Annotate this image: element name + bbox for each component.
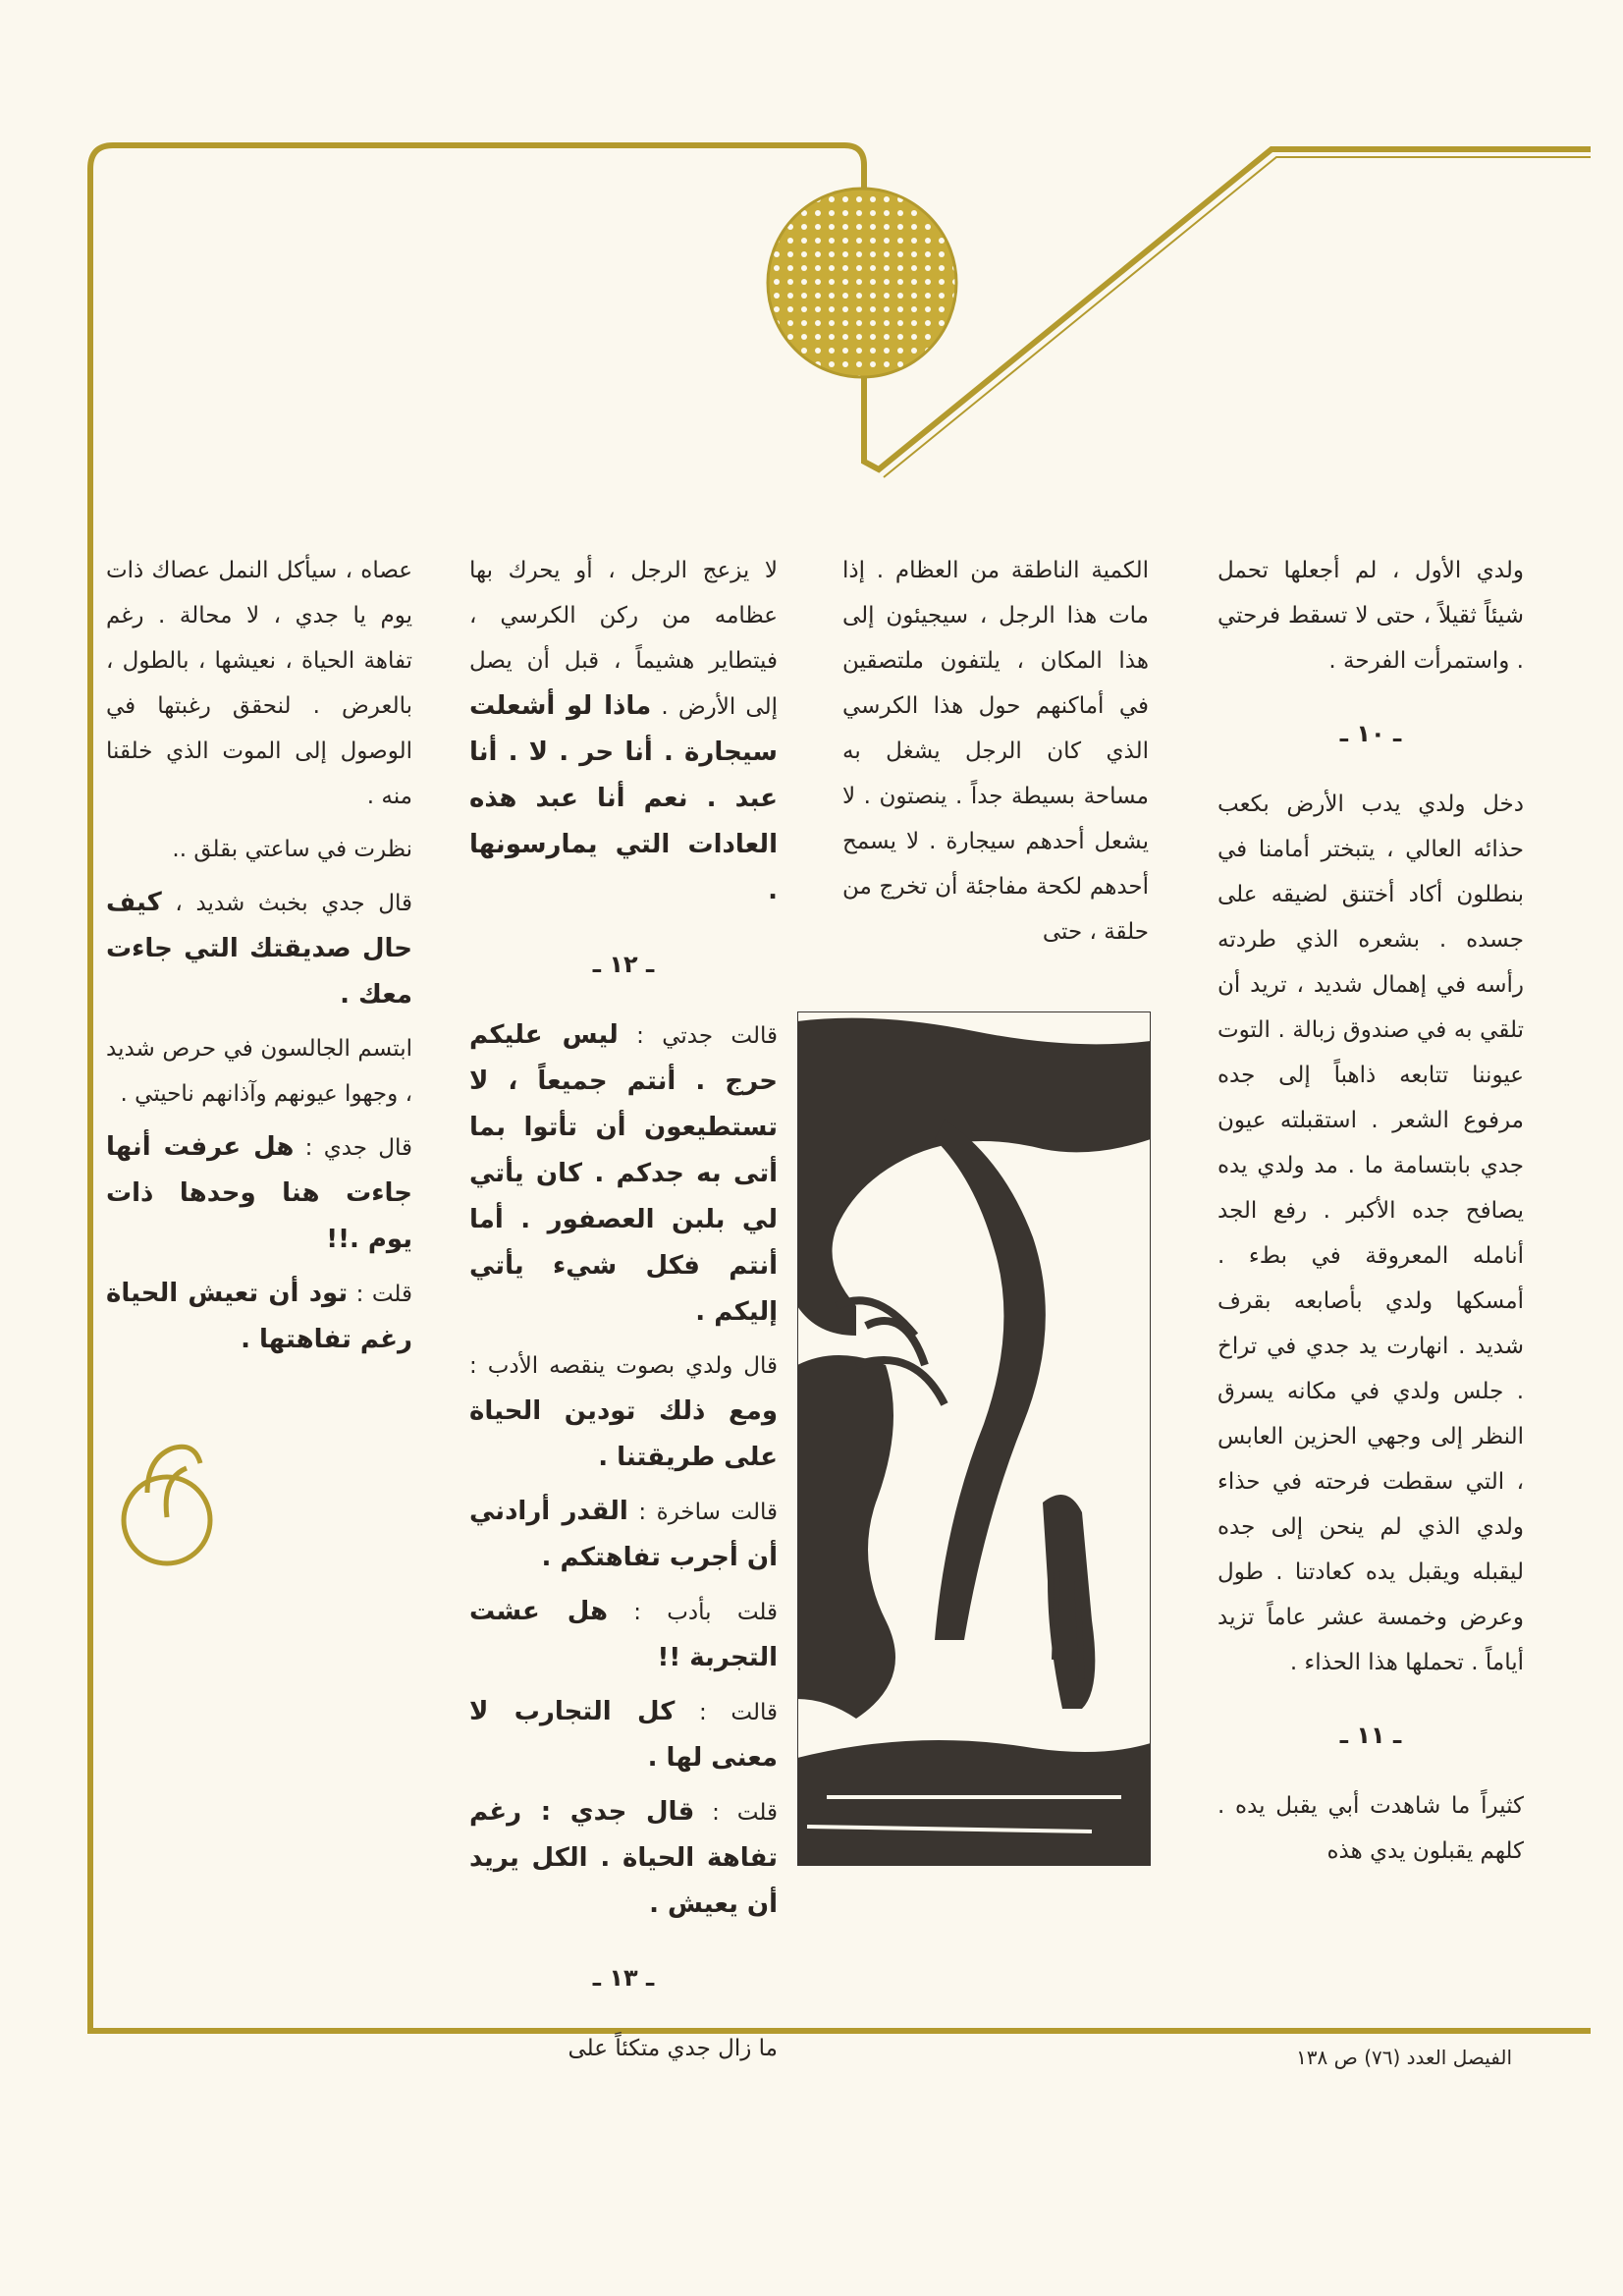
page-footer: الفيصل العدد (٧٦) ص ١٣٨ — [1296, 2046, 1512, 2069]
paragraph-text: قال ولدي بصوت ينقصه الأدب : — [469, 1353, 778, 1379]
emphasis-text: ماذا لو أشعلت سيجارة . أنا حر . لا . أنا عبد . نعم أنا عبد هذه العادات التي يمارسونها . — [469, 691, 778, 905]
paragraph — [106, 880, 412, 1018]
paragraph-text: قالت ساخرة : — [638, 1500, 778, 1525]
paragraph — [469, 1343, 778, 1481]
paragraph — [469, 1689, 778, 1781]
emphasis-text: القدر أرادني أن أجرب تفاهتكم . — [469, 1497, 778, 1572]
emphasis-text: هل عشت التجربة !! — [469, 1597, 778, 1672]
paragraph — [469, 548, 778, 914]
paragraph — [469, 1012, 778, 1336]
column-2 — [842, 548, 1149, 962]
section-number: ـ ١٣ ـ — [592, 1964, 655, 1992]
paragraph-text: قلت بأدب : — [633, 1600, 779, 1625]
emphasis-text: هل عرفت أنها جاءت هنا وحدها ذات يوم .!! — [106, 1132, 412, 1254]
section-number: ـ ١١ ـ — [1339, 1722, 1402, 1749]
column-1 — [1217, 548, 1524, 1882]
paragraph-text: قال جدي بخبث شديد ، — [175, 891, 412, 916]
paragraph: الكمية الناطقة من العظام . إذا مات هذا الرجل ، سيجيئون إلى هذا المكان ، يلتفون ملتصقين في أماكنهم حول هذا الكرسي الذي كان الرجل يشغل به مساحة بسيطة جداً . ينصتون . لا يشعل أحدهم سيجارة . لا يسمح أحدهم لكحة مفاجئة أن تخرج من حلقة ، حتى — [842, 558, 1149, 945]
paragraph: دخل ولدي يدب الأرض بكعب حذائه العالي ، يتبختر أمامنا في بنطلون أكاد أختنق لضيقه على جسده . بشعره الذي طردته رأسه في إهمال شديد ، تريد أن تلقي به في صندوق زبالة . التوت عيوننا تتابعه ذاهباً إلى جده مرفوع الشعر . استقبلته عيون جدي بابتسامة ما . مد ولدي يده يصافح جده الأكبر . رفع الجد أنامله المعروقة في بطء . أمسكها ولدي بأصابعه بقرف شديد . انهارت يد جدي في تراخ . جلس ولدي في مكانه يسرق النظر إلى وجهي الحزين العابس ، التي سقطت فرحته في حذاء ولدي الذي لم ينحن إلى جده ليقبله ويقبل يده كعادتنا . طول وعرض وخمسة عشر عاماً تزيد أياماً . تحملها هذا الحذاء . — [1217, 792, 1524, 1675]
paragraph — [469, 1789, 778, 1928]
paragraph: عصاه ، سيأكل النمل عصاك ذات يوم يا جدي ، لا محالة . رغم تفاهة الحياة ، نعيشها ، بالطول ، بالعرض . لنحقق رغبتها في الوصول إلى الموت الذي خلقنا منه . — [106, 558, 412, 809]
ink-illustration — [797, 1011, 1151, 1866]
paragraph-text: قلت : — [355, 1282, 413, 1307]
section-number: ـ ١٢ ـ — [592, 951, 655, 978]
emphasis-text: كيف حال صديقتك التي جاءت معك . — [106, 888, 412, 1010]
paragraph — [469, 1489, 778, 1581]
emphasis-text: كل التجارب لا معنى لها . — [469, 1697, 778, 1773]
paragraph — [469, 1589, 778, 1681]
paragraph-text: قال جدي : — [304, 1135, 412, 1161]
paragraph — [106, 1124, 412, 1263]
paragraph: ما زال جدي متكئاً على — [568, 2036, 778, 2061]
emphasis-text: ومع ذلك تودين الحياة على طريقتنا . — [469, 1396, 778, 1472]
paragraph-text: قلت : — [712, 1800, 778, 1826]
paragraph-text: قالت : — [699, 1700, 779, 1725]
paragraph-text: قالت جدتي : — [636, 1023, 779, 1049]
end-logo-icon — [124, 1447, 210, 1563]
column-4 — [106, 548, 412, 1371]
paragraph: كثيراً ما شاهدت أبي يقبل يده . كلهم يقبلون يدي هذه — [1217, 1793, 1524, 1864]
paragraph — [106, 1271, 412, 1363]
paragraph: نظرت في ساعتي بقلق .. — [172, 837, 412, 862]
emphasis-text: تود أن تعيش الحياة رغم تفاهتها . — [106, 1279, 412, 1354]
section-number: ـ ١٠ ـ — [1339, 720, 1402, 747]
emphasis-text: ليس عليكم حرج . أنتم جميعاً ، لا تستطيعون أن تأتوا بما أتى به جدكم . كان يأتي لي بلبن العصفور . أما أنتم فكل شيء يأتي إليكم . — [469, 1020, 778, 1327]
emphasis-text: قال جدي : رغم تفاهة الحياة . الكل يريد أن يعيش . — [469, 1797, 778, 1919]
column-3 — [469, 548, 778, 2079]
paragraph-text: لا يزعج الرجل ، أو يحرك بها عظامه من ركن الكرسي ، فيتطاير هشيماً ، قبل أن يصل إلى الأرض . — [469, 558, 778, 720]
paragraph: ابتسم الجالسون في حرص شديد ، وجهوا عيونهم وآذانهم ناحيتي . — [106, 1036, 412, 1107]
paragraph: ولدي الأول ، لم أجعلها تحمل شيئاً ثقيلاً ، حتى لا تسقط فرحتي . واستمرأت الفرحة . — [1217, 558, 1524, 674]
frame-border-inner — [884, 157, 1591, 477]
